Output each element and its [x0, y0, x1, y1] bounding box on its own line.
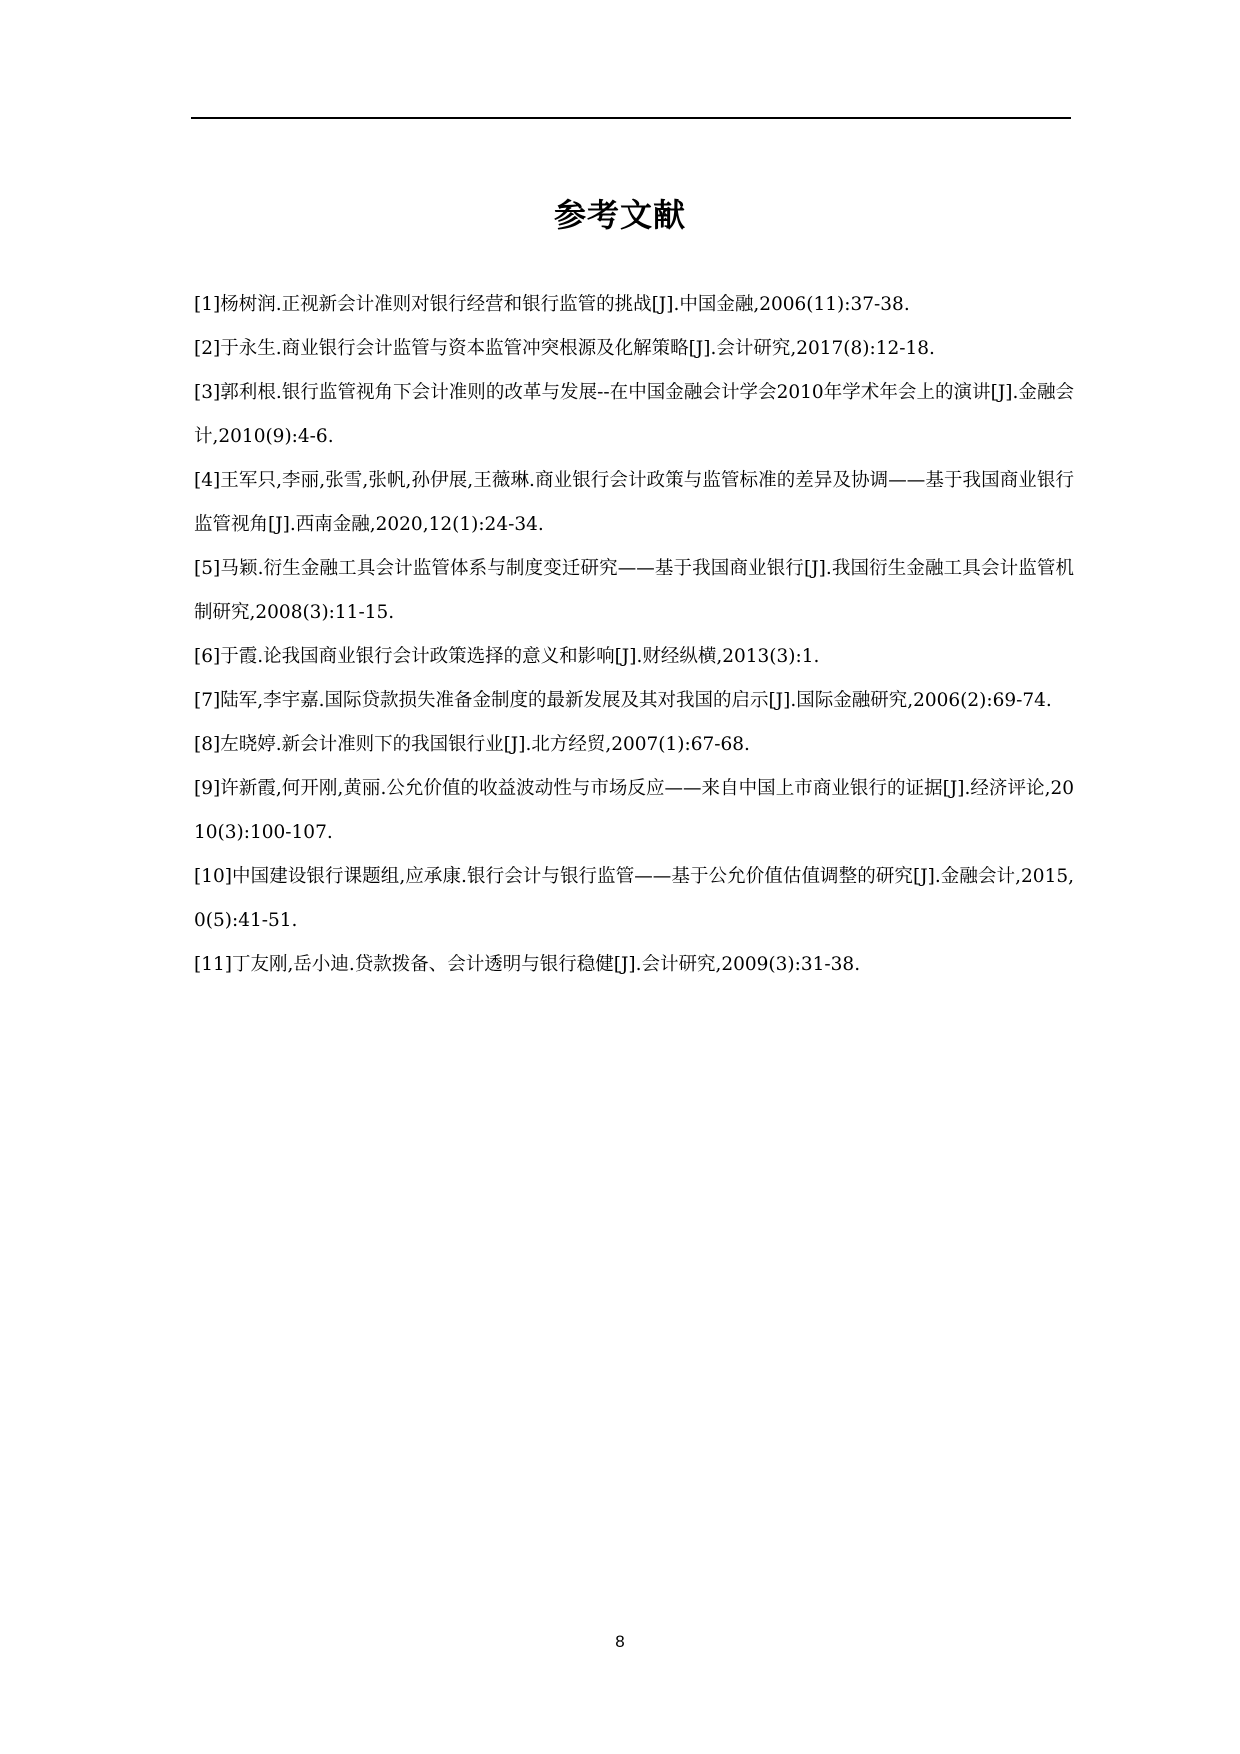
- reference-item: [6]于霞.论我国商业银行会计政策选择的意义和影响[J].财经纵横,2013(3):1.: [194, 646, 820, 667]
- page-number: 8: [615, 1632, 625, 1651]
- page-title: 参考文献: [553, 196, 686, 234]
- reference-item: [4]王军只,李丽,张雪,张帆,孙伊展,王薇琳.商业银行会计政策与监管标准的差异及协调——基于我国商业银行监管视角[J].西南金融,2020,12(1):24-34.: [194, 470, 1074, 535]
- reference-item: [10]中国建设银行课题组,应承康.银行会计与银行监管——基于公允价值估值调整的研究[J].金融会计,2015,0(5):41-51.: [194, 866, 1074, 931]
- reference-item: [11]丁友刚,岳小迪.贷款拨备、会计透明与银行稳健[J].会计研究,2009(3):31-38.: [194, 954, 861, 975]
- reference-item: [8]左晓婷.新会计准则下的我国银行业[J].北方经贸,2007(1):67-68.: [194, 734, 750, 755]
- reference-list: [194, 283, 1074, 987]
- reference-item: [5]马颖.衍生金融工具会计监管体系与制度变迁研究——基于我国商业银行[J].我国衍生金融工具会计监管机制研究,2008(3):11-15.: [194, 558, 1074, 623]
- header-rule: [191, 117, 1071, 119]
- reference-item: [9]许新霞,何开刚,黄丽.公允价值的收益波动性与市场反应——来自中国上市商业银行的证据[J].经济评论,2010(3):100-107.: [194, 778, 1074, 843]
- reference-item: [2]于永生.商业银行会计监管与资本监管冲突根源及化解策略[J].会计研究,2017(8):12-18.: [194, 338, 935, 359]
- reference-item: [7]陆军,李宇嘉.国际贷款损失准备金制度的最新发展及其对我国的启示[J].国际金融研究,2006(2):69-74.: [194, 690, 1052, 711]
- reference-item: [1]杨树润.正视新会计准则对银行经营和银行监管的挑战[J].中国金融,2006(11):37-38.: [194, 294, 910, 315]
- reference-item: [3]郭利根.银行监管视角下会计准则的改革与发展--在中国金融会计学会2010年学术年会上的演讲[J].金融会计,2010(9):4-6.: [194, 382, 1074, 447]
